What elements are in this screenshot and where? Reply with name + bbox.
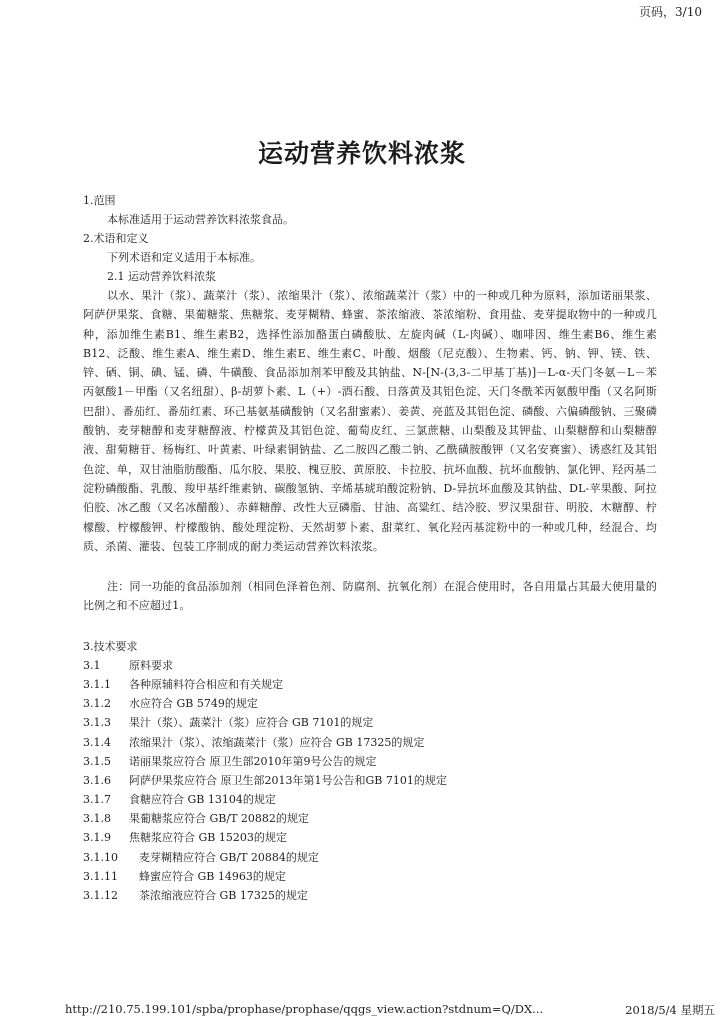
list-item	[83, 675, 657, 694]
item-text: 焦糖浆应符合 GB 15203的规定	[129, 831, 287, 845]
scope-text: 本标准适用于运动营养饮料浓浆食品。	[107, 213, 294, 226]
item-number: 3.1.8	[83, 812, 111, 826]
footer-url: http://210.75.199.101/spba/prophase/prophase/qqgs_view.action?stdnum=Q/DX...	[65, 1002, 544, 1016]
item-number: 3.1.9	[83, 831, 111, 845]
document-body	[83, 191, 657, 905]
section-heading-technical: 3.技术要求	[83, 639, 138, 653]
requirement-list	[83, 675, 657, 905]
document-title: 运动营养饮料浓浆	[257, 139, 466, 168]
item-number: 3.1.3	[83, 716, 111, 730]
item-number: 3.1.4	[83, 735, 111, 749]
item-text: 食糖应符合 GB 13104的规定	[129, 793, 276, 807]
note-paragraph: 注：同一功能的食品添加剂（相同色泽着色剂、防腐剂、抗氧化剂）在混合使用时，各自用量占其最大使用量的比例之和不应超过1。	[83, 580, 657, 613]
item-number: 3.1.1	[83, 677, 111, 691]
item-text: 水应符合 GB 5749的规定	[129, 697, 258, 711]
browser-print-footer	[65, 1002, 715, 1016]
item-number: 3.1.5	[83, 754, 111, 768]
item-number: 3.1.12	[83, 889, 118, 902]
term-definition: 以水、果汁（浆）、蔬菜汁（浆）、浓缩果汁（浆）、浓缩蔬菜汁（浆）中的一种或几种为原料，添加诺丽果浆、阿萨伊果浆、食糖、果葡糖浆、焦糖浆、麦芽糊精、蜂蜜、茶浓缩液、茶浓缩粉、食用盐、麦芽提取物中的一种或几种，添加维生素B1、维生素B2，选择性添加酪蛋白磷酸肽、左旋肉碱（L-肉碱）、咖啡因、维生素B6、维生素B12、泛酸、维生素A、维生素D、维生素E、维生素C、叶酸、烟酸（尼克酸）、生物素、钙、钠、钾、镁、铁、锌、硒、铜、碘、锰、磷、牛磺酸、食品添加剂苯甲酸及其钠盐、N-[N-(3,3-二甲基丁基)]－L-α-天门冬氨－L－苯丙氨酸1－甲酯（又名纽甜）、β-胡萝卜素、L（+）-酒石酸、日落黄及其铝色淀、天门冬酰苯丙氨酸甲酯（又名阿斯巴甜）、番茄红、番茄红素、环己基氨基磺酸钠（又名甜蜜素）、姜黄、亮蓝及其铝色淀、磷酸、六偏磷酸钠、三聚磷酸钠、麦芽糖醇和麦芽糖醇液、柠檬黄及其铝色淀、葡萄皮红、三氯蔗糖、山梨酸及其钾盐、山梨糖醇和山梨糖醇液、甜菊糖苷、杨梅红、叶黄素、叶绿素铜钠盐、乙二胺四乙酸二钠、乙酰磺胺酸钾（又名安赛蜜）、诱惑红及其铝色淀、单，双甘油脂肪酸酯、瓜尔胶、果胶、槐豆胶、黄原胶、卡拉胶、抗坏血酸、抗坏血酸钠、氯化钾、羟丙基二淀粉磷酸酯、乳酸、羧甲基纤维素钠、碳酸氢钠、辛烯基琥珀酸淀粉钠、D-异抗坏血酸及其钠盐、DL-苹果酸、阿拉伯胶、冰乙酸（又名冰醋酸）、赤藓糖醇、改性大豆磷脂、甘油、高粱红、结冷胶、罗汉果甜苷、明胶、木糖醇、柠檬酸、柠檬酸钾、柠檬酸钠、酸处理淀粉、天然胡萝卜素、甜菜红、氧化羟丙基淀粉中的一种或几种，经混合、均质、杀菌、灌装、包装工序制成的耐力类运动营养饮料浓浆。	[83, 289, 657, 553]
item-text: 阿萨伊果浆应符合 原卫生部2013年第1号公告和GB 7101的规定	[129, 773, 447, 787]
list-item	[83, 771, 657, 790]
list-item	[83, 752, 657, 771]
item-text: 诺丽果浆应符合 原卫生部2010年第9号公告的规定	[129, 754, 377, 768]
item-text: 原料要求	[129, 658, 173, 672]
item-text: 果葡糖浆应符合 GB/T 20882的规定	[129, 812, 309, 826]
item-number: 3.1.10	[83, 850, 118, 864]
list-item	[83, 848, 657, 867]
item-number: 3.1.6	[83, 773, 111, 787]
item-number: 3.1.11	[83, 869, 118, 883]
item-number: 3.1.2	[83, 697, 111, 711]
list-item	[83, 694, 657, 713]
list-item	[83, 713, 657, 732]
page-number: 页码，3/10	[639, 5, 702, 19]
item-text: 果汁（浆）、蔬菜汁（浆）应符合 GB 7101的规定	[129, 716, 374, 730]
list-item	[83, 790, 657, 809]
terms-text: 下列术语和定义适用于本标准。	[107, 251, 261, 264]
item-text: 茶浓缩液应符合 GB 17325的规定	[139, 889, 308, 902]
footer-date: 2018/5/4 星期五	[625, 1003, 715, 1017]
item-text: 浓缩果汁（浆）、浓缩蔬菜汁（浆）应符合 GB 17325的规定	[129, 735, 425, 749]
list-item	[83, 733, 657, 752]
item-text: 蜂蜜应符合 GB 14963的规定	[139, 869, 286, 883]
list-item	[83, 828, 657, 847]
item-text: 各种原辅料符合相应和有关规定	[129, 677, 283, 691]
item-number: 3.1	[83, 658, 101, 672]
list-item	[83, 809, 657, 828]
list-item	[83, 867, 657, 886]
raw-material-heading	[83, 656, 657, 675]
section-heading-scope: 1.范围	[83, 194, 116, 207]
item-number: 3.1.7	[83, 793, 111, 807]
section-heading-terms: 2.术语和定义	[83, 232, 149, 245]
term-heading-2-1: 2.1 运动营养饮料浓浆	[107, 270, 216, 283]
list-item	[83, 886, 657, 905]
item-text: 麦芽糊精应符合 GB/T 20884的规定	[139, 850, 319, 864]
